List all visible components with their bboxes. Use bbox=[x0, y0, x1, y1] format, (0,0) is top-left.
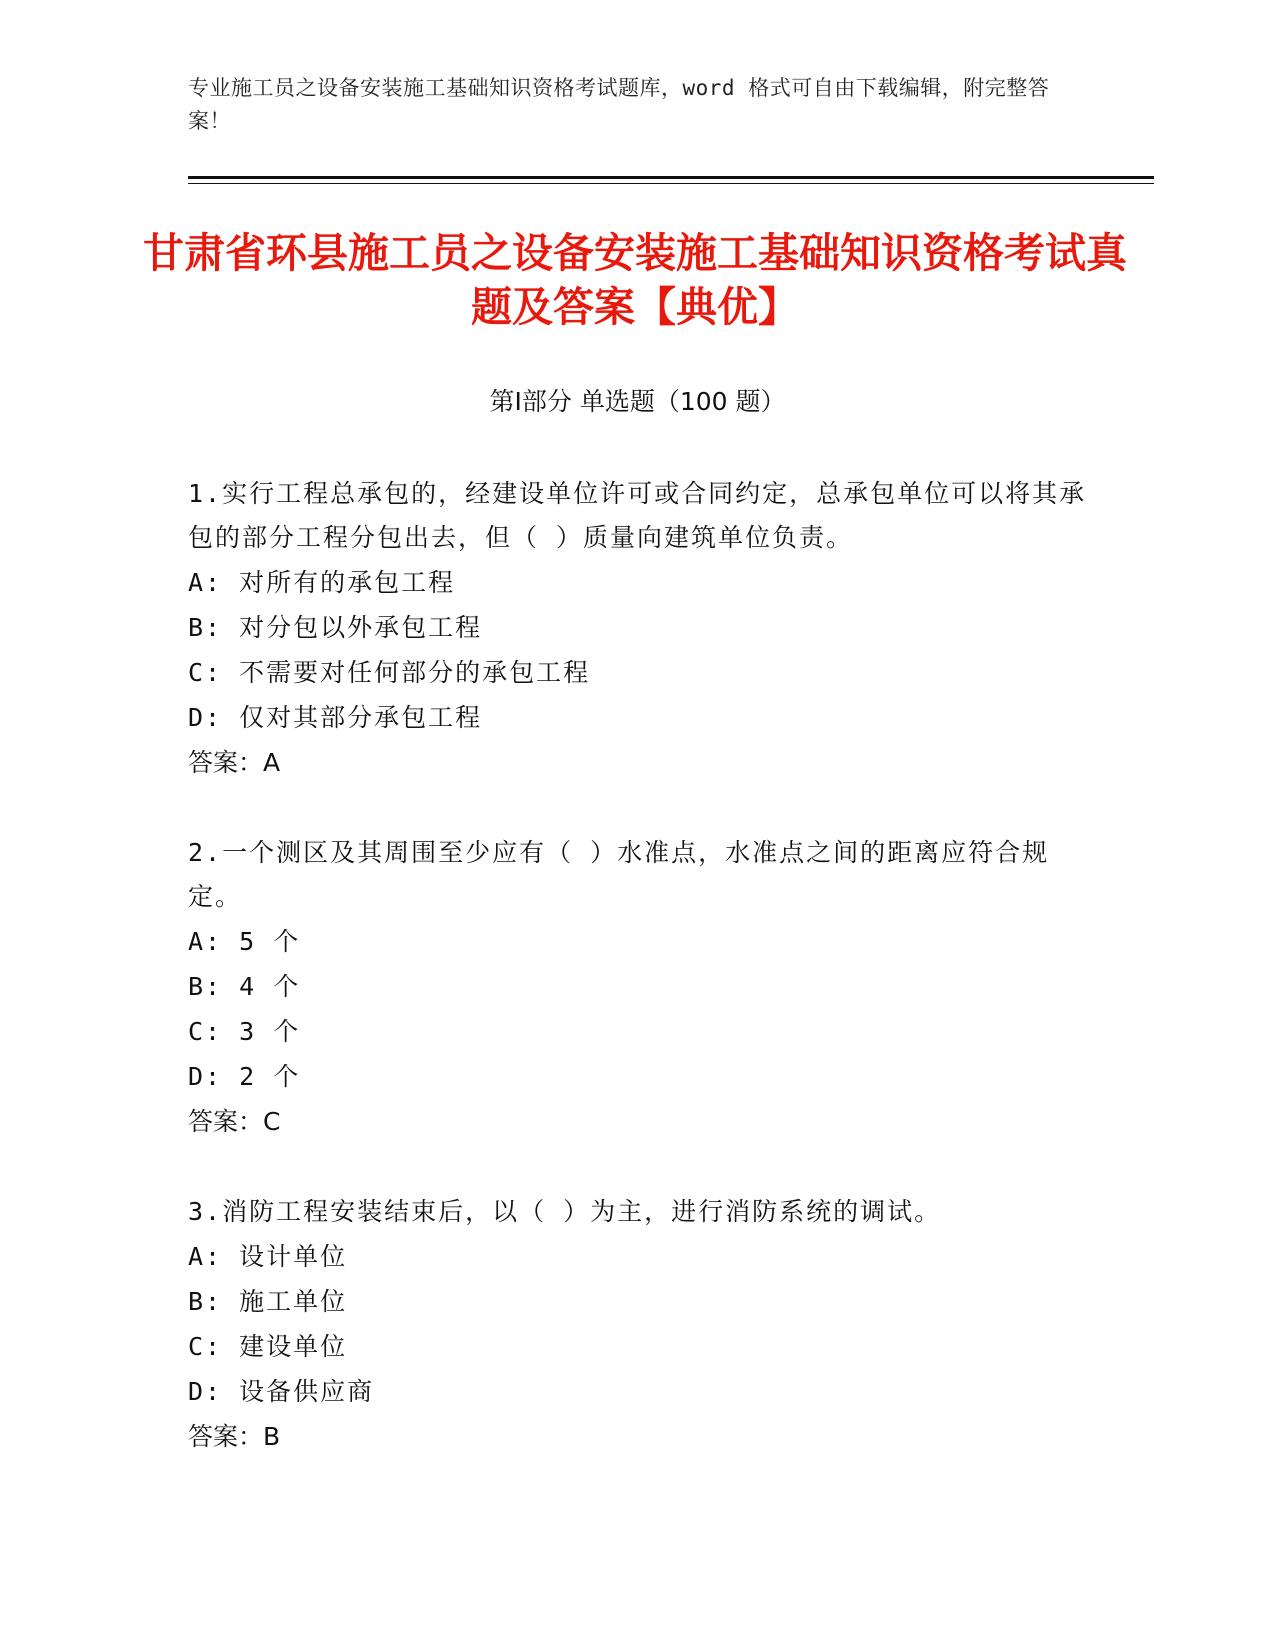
option-a: A: 5 个 bbox=[188, 927, 301, 956]
question-stem: 3.消防工程安装结束后，以（ ）为主，进行消防系统的调试。 bbox=[188, 1197, 942, 1226]
question-stem: 1.实行工程总承包的，经建设单位许可或合同约定，总承包单位可以将其承包的部分工程分包出去，但（ ）质量向建筑单位负责。 bbox=[188, 479, 1087, 552]
option-b: B: 4 个 bbox=[188, 972, 301, 1001]
header-rule-thin bbox=[188, 183, 1154, 184]
option-b: B: 施工单位 bbox=[188, 1287, 348, 1316]
option-a: A: 设计单位 bbox=[188, 1242, 348, 1271]
answer-line: 答案：C bbox=[188, 1107, 281, 1136]
question-3 bbox=[188, 1190, 1088, 1459]
header-rule-thick bbox=[188, 176, 1154, 179]
option-d: D: 2 个 bbox=[188, 1062, 301, 1091]
option-c: C: 3 个 bbox=[188, 1017, 301, 1046]
answer-line: 答案：A bbox=[188, 748, 281, 777]
option-d: D: 设备供应商 bbox=[188, 1377, 375, 1406]
question-stem: 2.一个测区及其周围至少应有（ ）水准点，水准点之间的距离应符合规定。 bbox=[188, 838, 1050, 911]
question-1 bbox=[188, 472, 1088, 785]
option-b: B: 对分包以外承包工程 bbox=[188, 613, 483, 642]
question-2 bbox=[188, 831, 1088, 1144]
option-d: D: 仅对其部分承包工程 bbox=[188, 703, 483, 732]
option-a: A: 对所有的承包工程 bbox=[188, 568, 456, 597]
option-c: C: 建设单位 bbox=[188, 1332, 348, 1361]
answer-line: 答案：B bbox=[188, 1422, 281, 1451]
option-c: C: 不需要对任何部分的承包工程 bbox=[188, 658, 591, 687]
document-title: 甘肃省环县施工员之设备安装施工基础知识资格考试真题及答案【典优】 bbox=[143, 229, 1127, 331]
header-note: 专业施工员之设备安装施工基础知识资格考试题库，word 格式可自由下载编辑，附完整答案！ bbox=[188, 76, 1050, 133]
question-list bbox=[188, 472, 1088, 1505]
section-title: 第Ⅰ部分 单选题（100 题） bbox=[489, 387, 786, 416]
